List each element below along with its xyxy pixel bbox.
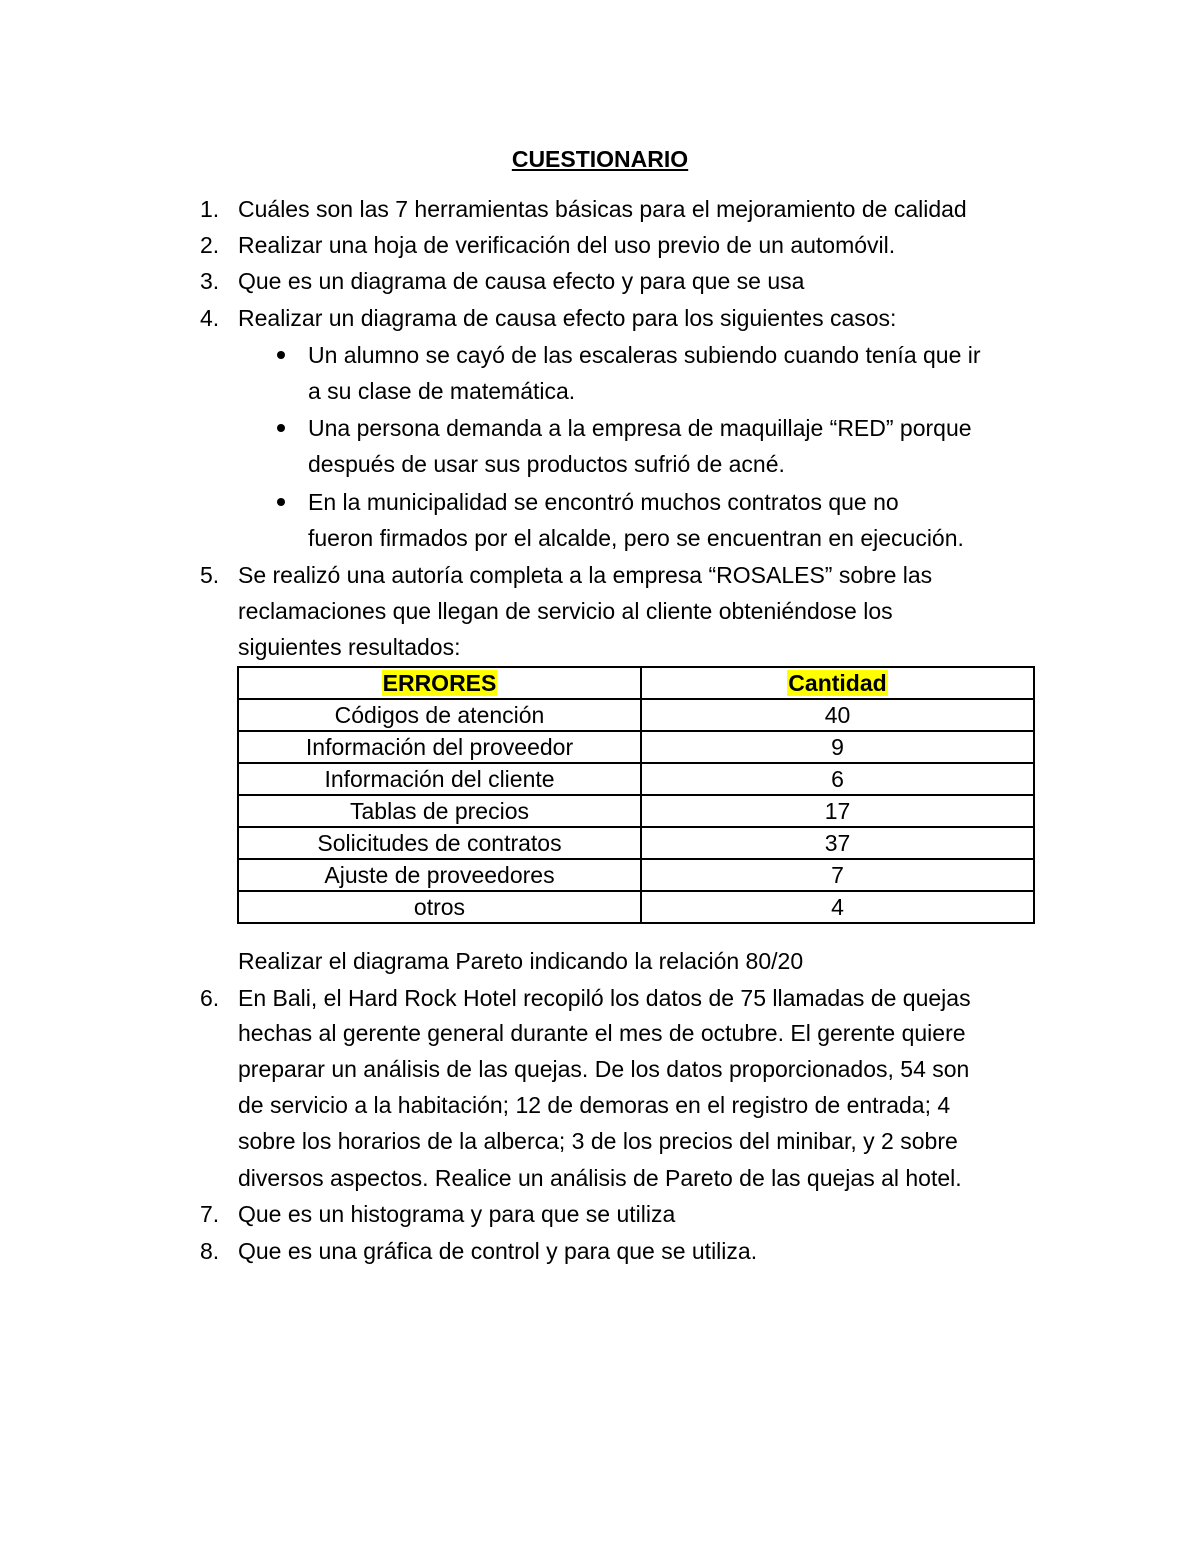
question-5-line-3: siguientes resultados: [238, 634, 461, 660]
header-errores: ERRORES [382, 670, 497, 696]
table-row [238, 827, 1034, 859]
question-6-line-6: diversos aspectos. Realice un análisis de Pareto de las quejas al hotel. [238, 1165, 962, 1191]
question-2-text: Realizar una hoja de verificación del uso previo de un automóvil. [238, 232, 896, 258]
question-number-6: 6. [200, 985, 220, 1011]
bullet-icon [277, 351, 285, 359]
question-number-2: 2. [200, 232, 220, 258]
question-number-1: 1. [200, 196, 220, 222]
bullet-icon [277, 498, 285, 506]
bullet-1-line-1: Un alumno se cayó de las escaleras subiendo cuando tenía que ir [308, 342, 981, 368]
table-cell: 40 [641, 699, 1034, 731]
table-cell: Información del proveedor [238, 731, 641, 763]
table-cell: Códigos de atención [238, 699, 641, 731]
bullet-3-line-1: En la municipalidad se encontró muchos contratos que no [308, 489, 899, 515]
bullet-icon [277, 424, 285, 432]
table-header-cell [641, 667, 1034, 699]
question-3-text: Que es un diagrama de causa efecto y para que se usa [238, 268, 805, 294]
question-5-line-1: Se realizó una autoría completa a la empresa “ROSALES” sobre las [238, 562, 933, 588]
errors-table [237, 666, 1035, 924]
bullet-2-line-1: Una persona demanda a la empresa de maquillaje “RED” porque [308, 415, 972, 441]
table-cell: 4 [641, 891, 1034, 923]
table-row [238, 859, 1034, 891]
bullet-2-line-2: después de usar sus productos sufrió de acné. [308, 451, 785, 477]
table-cell: otros [238, 891, 641, 923]
question-number-3: 3. [200, 268, 220, 294]
question-number-4: 4. [200, 305, 220, 331]
question-6-line-5: sobre los horarios de la alberca; 3 de los precios del minibar, y 2 sobre [238, 1128, 958, 1154]
question-8-text: Que es una gráfica de control y para que se utiliza. [238, 1238, 758, 1264]
table-cell: 7 [641, 859, 1034, 891]
table-cell: 37 [641, 827, 1034, 859]
bullet-3-line-2: fueron firmados por el alcalde, pero se encuentran en ejecución. [308, 525, 964, 551]
table-cell: Información del cliente [238, 763, 641, 795]
question-6-line-1: En Bali, el Hard Rock Hotel recopiló los datos de 75 llamadas de quejas [238, 985, 971, 1011]
table-header-cell [238, 667, 641, 699]
document-title: CUESTIONARIO [511, 146, 689, 172]
table-cell: 6 [641, 763, 1034, 795]
table-row [238, 763, 1034, 795]
table-row [238, 795, 1034, 827]
question-5-line-2: reclamaciones que llegan de servicio al cliente obteniéndose los [238, 598, 893, 624]
table-cell: Solicitudes de contratos [238, 827, 641, 859]
question-7-text: Que es un histograma y para que se utiliza [238, 1201, 676, 1227]
question-number-8: 8. [200, 1238, 220, 1264]
bullet-1-line-2: a su clase de matemática. [308, 378, 576, 404]
table-row [238, 731, 1034, 763]
question-6-line-3: preparar un análisis de las quejas. De los datos proporcionados, 54 son [238, 1056, 970, 1082]
question-number-5: 5. [200, 562, 220, 588]
table-header-row [238, 667, 1034, 699]
table-cell: 9 [641, 731, 1034, 763]
question-6-line-2: hechas al gerente general durante el mes de octubre. El gerente quiere [238, 1020, 966, 1046]
table-row [238, 891, 1034, 923]
table-cell: Ajuste de proveedores [238, 859, 641, 891]
question-4-text: Realizar un diagrama de causa efecto para los siguientes casos: [238, 305, 897, 331]
question-5-instruction: Realizar el diagrama Pareto indicando la relación 80/20 [238, 948, 804, 974]
header-cantidad: Cantidad [788, 670, 887, 696]
table-cell: Tablas de precios [238, 795, 641, 827]
table-cell: 17 [641, 795, 1034, 827]
question-1-text: Cuáles son las 7 herramientas básicas para el mejoramiento de calidad [238, 196, 967, 222]
question-6-line-4: de servicio a la habitación; 12 de demoras en el registro de entrada; 4 [238, 1092, 951, 1118]
question-number-7: 7. [200, 1201, 220, 1227]
table-row [238, 699, 1034, 731]
